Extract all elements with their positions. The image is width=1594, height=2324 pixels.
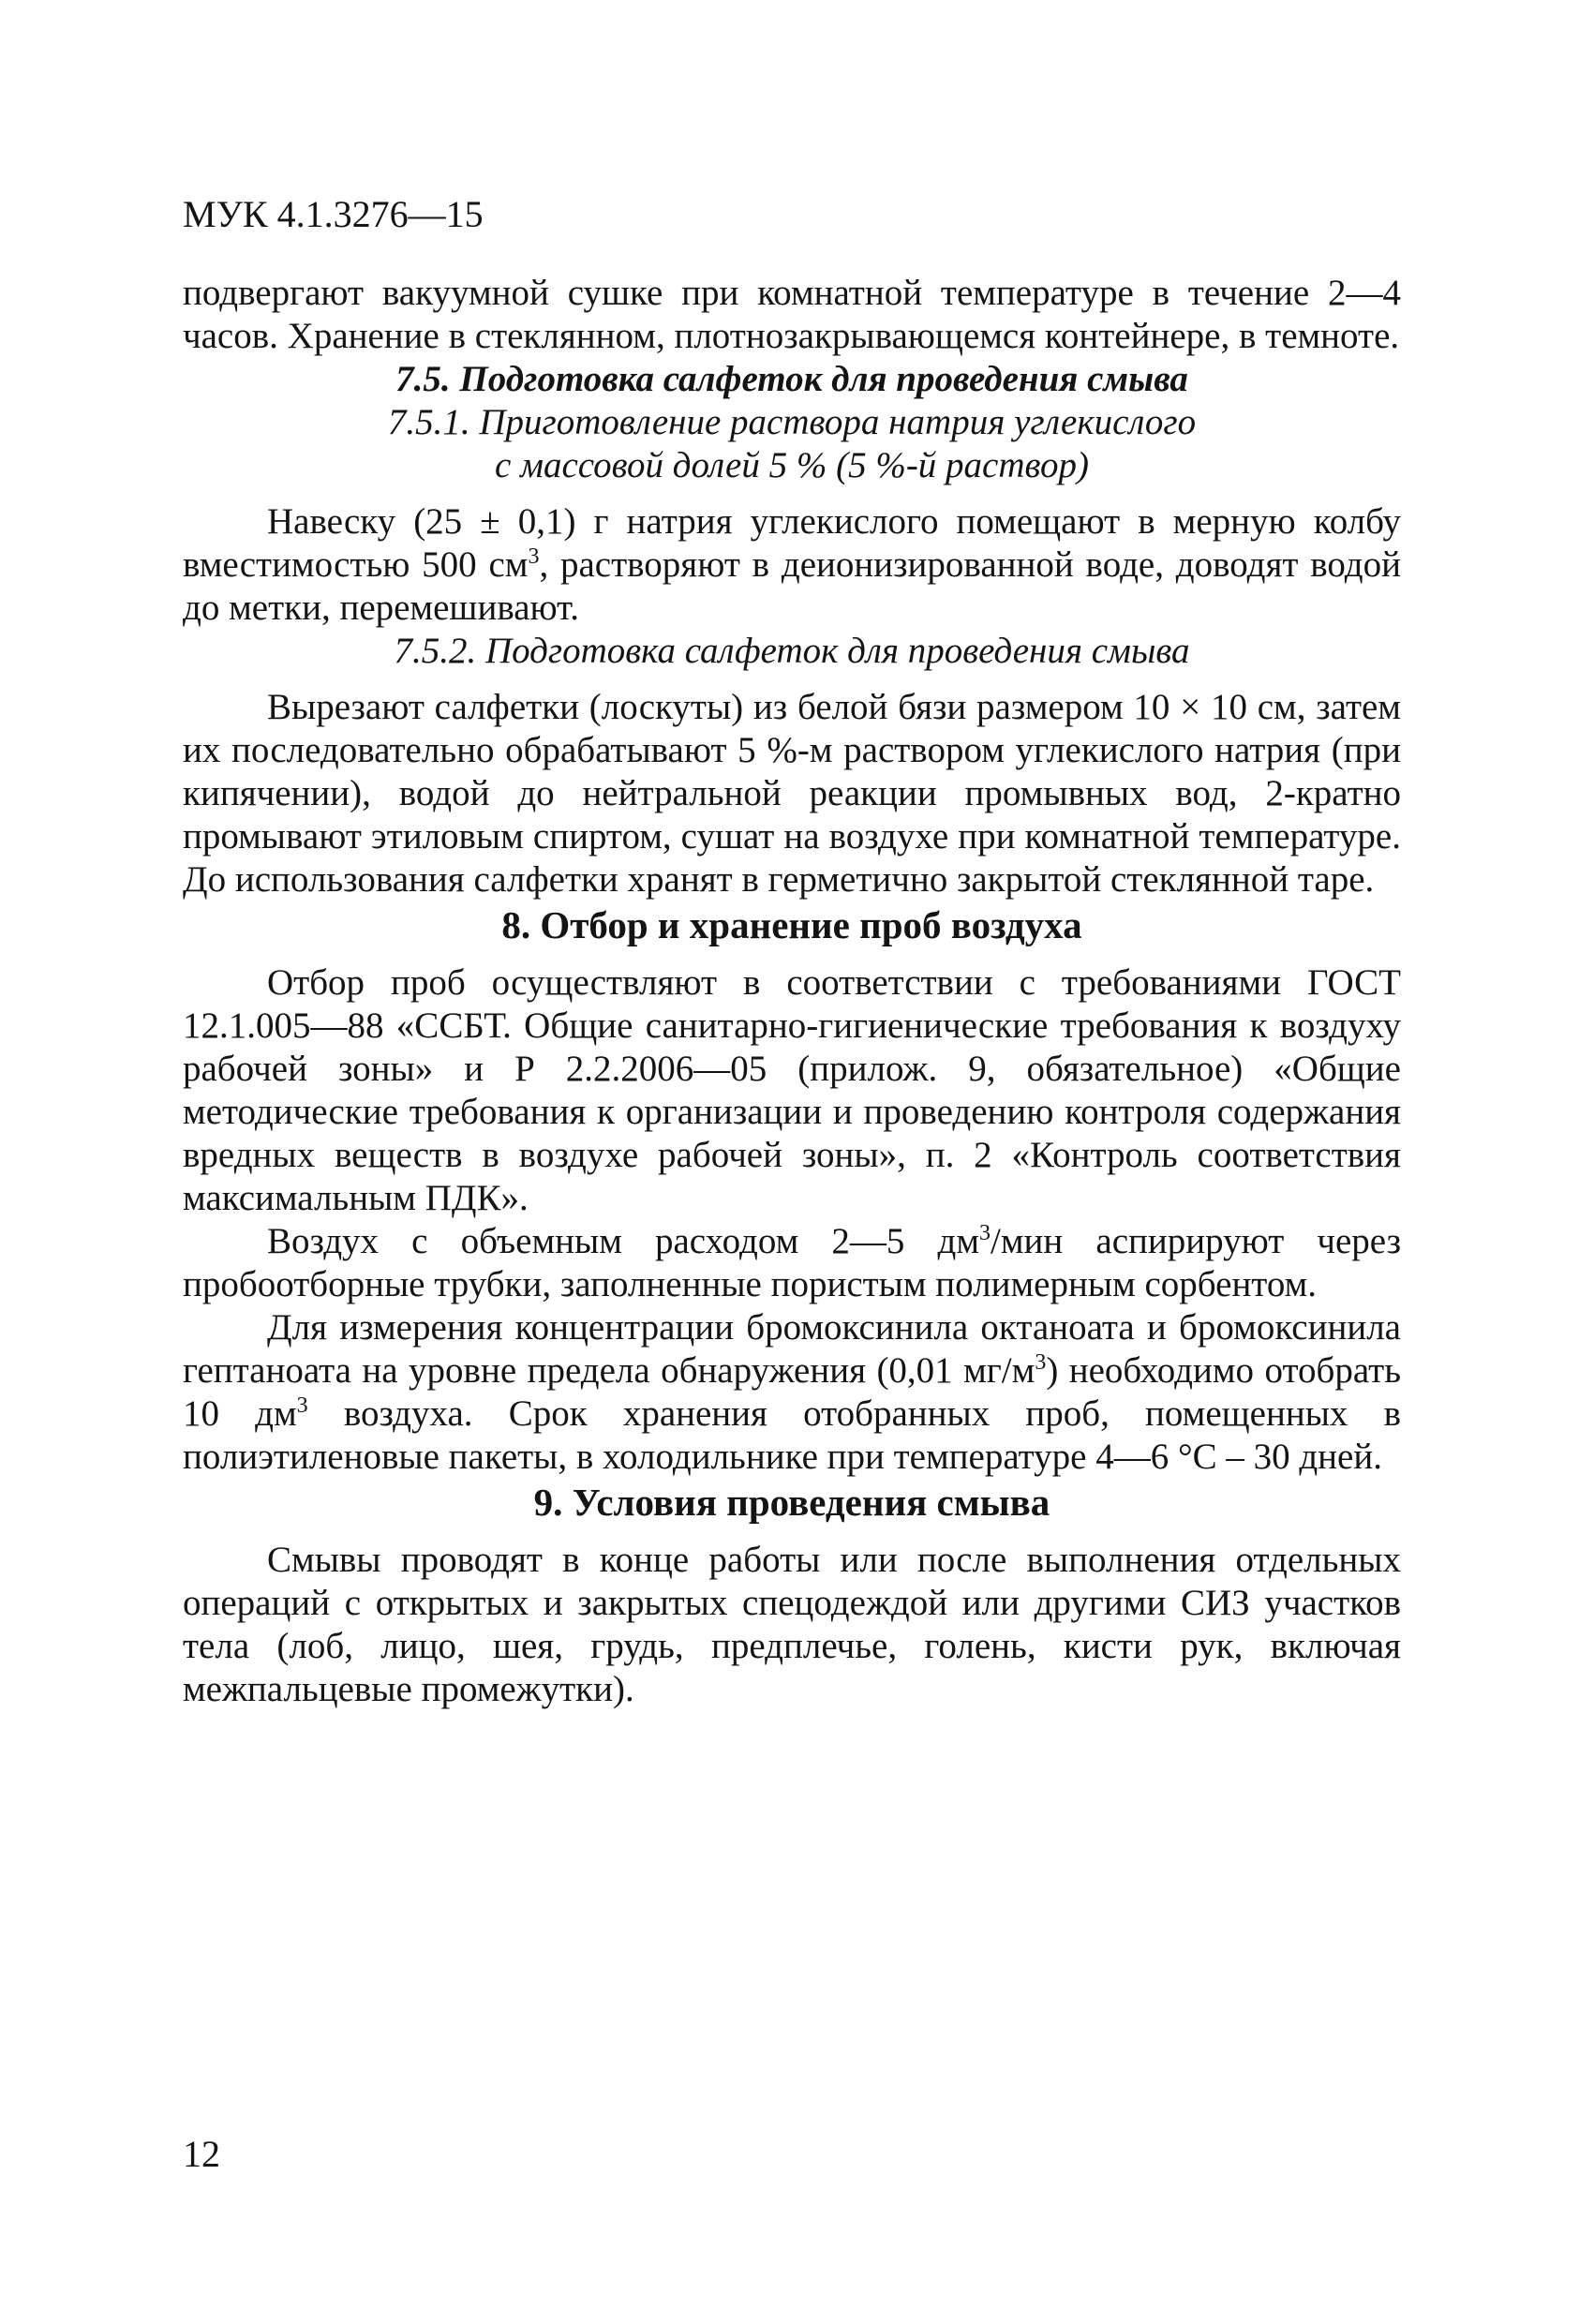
- section-8-heading: 8. Отбор и хранение проб воздуха: [501, 903, 1082, 946]
- document-code: МУК 4.1.3276—15: [183, 193, 484, 235]
- superscript: 3: [1035, 1350, 1047, 1375]
- section-8-paragraph-3: [183, 1306, 1401, 1479]
- intro-paragraph: подвергают вакуумной сушке при комнатной температуре в течение 2—4 часов. Хранение в стеклянном, плотнозакрывающемся контейнере, в темноте.: [183, 273, 1401, 356]
- section-9-paragraph: Смывы проводят в конце работы или после выполнения отдельных операций с открытых и закрытых спецодеждой или другими СИЗ участков тела (лоб, лицо, шея, грудь, предплечье, голень, кисти рук, включая межпальцевые промежутки).: [183, 1540, 1401, 1709]
- section-8-paragraph-2: [183, 1220, 1401, 1306]
- section-7-5-1-paragraph: [183, 500, 1401, 630]
- text-run: Для измерения концентрации бромоксинила октаноата и бромоксинила гептаноата на уровне предела обнаружения (0,01 мг/м: [183, 1307, 1401, 1391]
- text-run: , растворяют в деионизированной воде, доводят водой до метки, перемешивают.: [183, 544, 1401, 628]
- text-run: Воздух с объемным расходом 2—5 дм: [267, 1221, 980, 1261]
- text-run: ) необходимо отобрать 10 дм: [183, 1350, 1401, 1434]
- section-7-5-1-heading-line2: с массовой долей 5 % (5 %-й раствор): [495, 445, 1089, 485]
- section-7-5-1-heading-line1: 7.5.1. Приготовление раствора натрия углекислого: [387, 402, 1197, 442]
- superscript: 3: [979, 1221, 991, 1245]
- section-7-5-heading: 7.5. Подготовка салфеток для проведения смыва: [395, 359, 1188, 399]
- page-content: [183, 272, 1401, 1711]
- section-7-5-2-paragraph: Вырезают салфетки (лоскуты) из белой бязи размером 10 × 10 см, затем их последовательно обрабатывают 5 %-м раствором углекислого натрия (при кипячении), водой до нейтральной реакции промывных вод, 2-кратно промывают этиловым спиртом, сушат на воздухе при комнатной температуре. До использования салфетки хранят в герметично закрытой стеклянной таре.: [183, 687, 1401, 900]
- text-run: воздуха. Срок хранения отобранных проб, помещенных в полиэтиленовые пакеты, в холодильнике при температуре 4—6 °С – 30 дней.: [183, 1393, 1401, 1477]
- superscript: 3: [528, 544, 540, 569]
- section-8-paragraph-1: Отбор проб осуществляют в соответствии с требованиями ГОСТ 12.1.005—88 «ССБТ. Общие санитарно-гигиенические требования к воздуху рабочей зоны» и Р 2.2.2006—05 (прилож. 9, обязательное) «Общие методические требования к организации и проведению контроля содержания вредных веществ в воздухе рабочей зоны», п. 2 «Контроль соответствия максимальным ПДК».: [183, 962, 1401, 1218]
- text-run: /мин аспирируют через пробоотборные трубки, заполненные пористым полимерным сорбентом.: [183, 1221, 1401, 1304]
- page-number: 12: [183, 2133, 220, 2175]
- text-run: Навеску (25 ± 0,1) г натрия углекислого помещают в мерную колбу вместимостью 500 см: [183, 501, 1401, 585]
- section-7-5-2-heading: 7.5.2. Подготовка салфеток для проведения смыва: [394, 631, 1190, 671]
- section-9-heading: 9. Условия проведения смыва: [533, 1481, 1050, 1524]
- superscript: 3: [296, 1393, 308, 1418]
